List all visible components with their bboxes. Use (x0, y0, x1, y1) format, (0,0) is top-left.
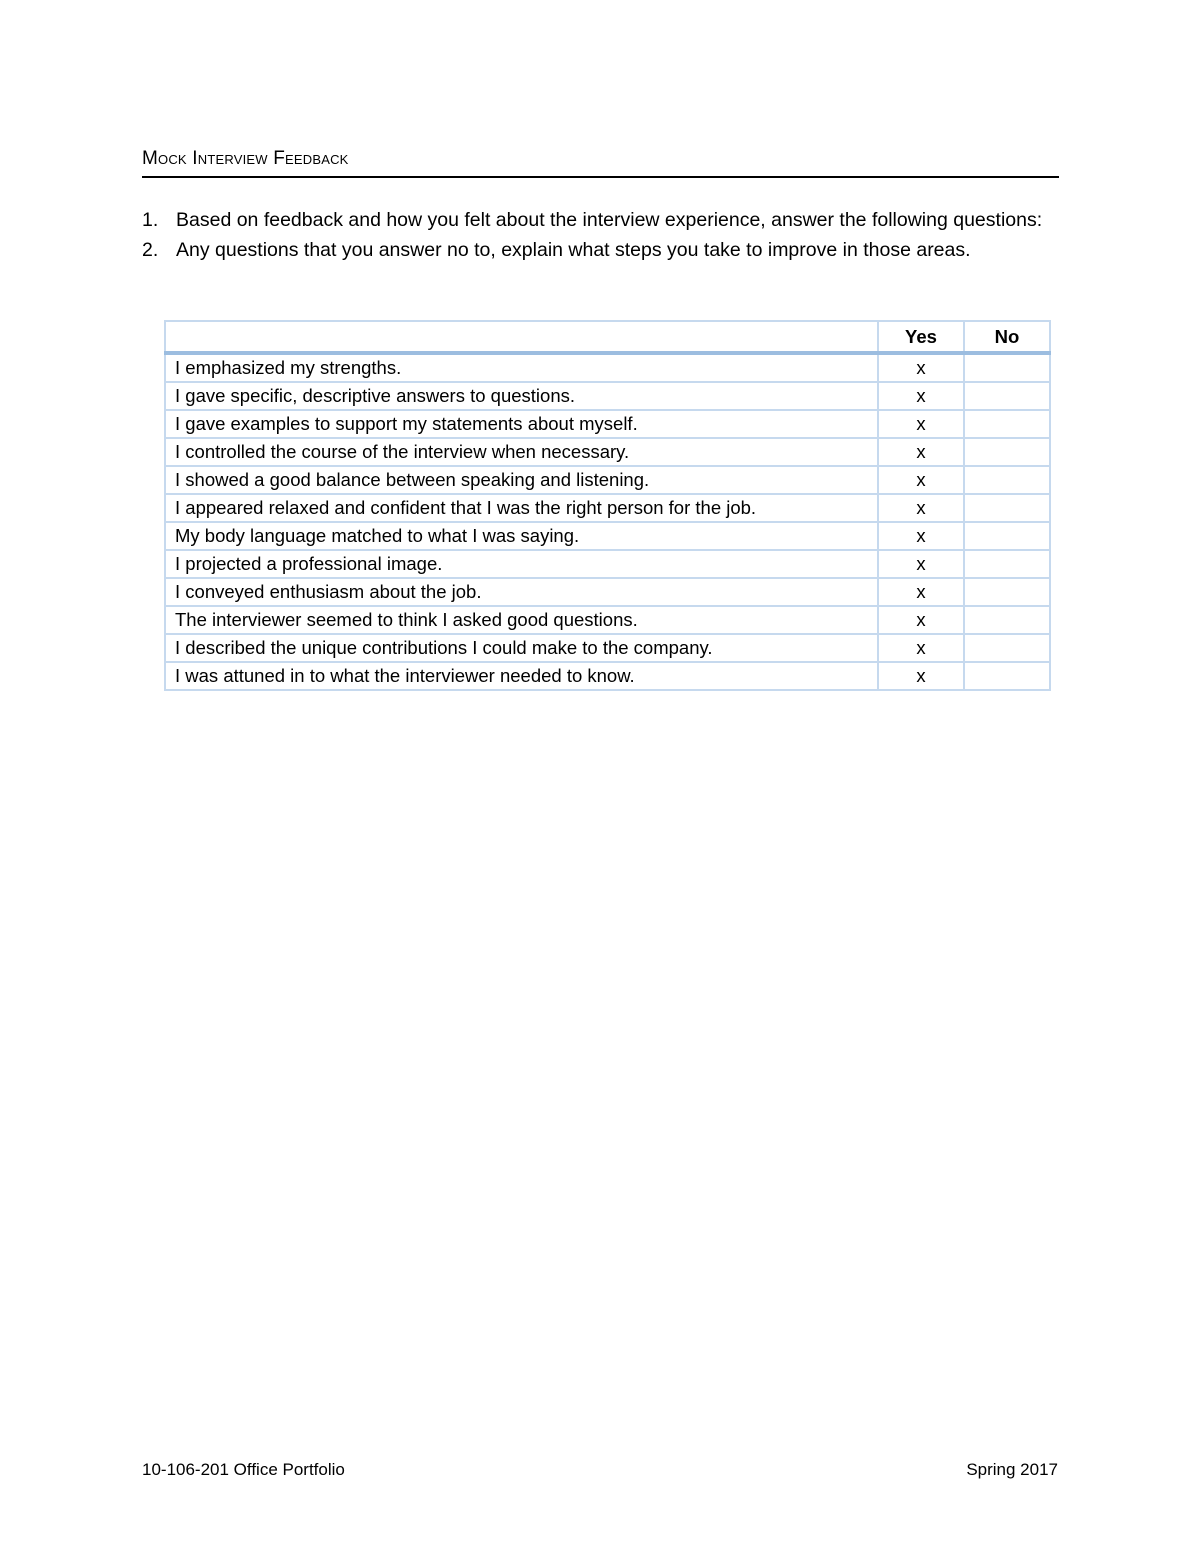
table-row (165, 353, 1050, 382)
instructions-list (142, 206, 1058, 265)
yes-cell[interactable]: x (878, 410, 964, 438)
table-row (165, 522, 1050, 550)
instruction-text: Based on feedback and how you felt about the interview experience, answer the following questions: (176, 209, 1043, 231)
no-column-header: No (964, 321, 1050, 353)
table-row (165, 662, 1050, 690)
statement-column-header (165, 321, 878, 353)
table-row (165, 466, 1050, 494)
instruction-item (142, 236, 1058, 266)
table-row (165, 494, 1050, 522)
title-divider (142, 176, 1059, 178)
table-row (165, 606, 1050, 634)
statement-cell: I described the unique contributions I could make to the company. (165, 634, 878, 662)
yes-cell[interactable]: x (878, 494, 964, 522)
statement-cell: I emphasized my strengths. (165, 353, 878, 382)
instruction-text: Any questions that you answer no to, explain what steps you take to improve in those areas. (176, 238, 971, 261)
table-row (165, 382, 1050, 410)
statement-cell: I gave specific, descriptive answers to questions. (165, 382, 878, 410)
no-cell[interactable] (964, 578, 1050, 606)
yes-cell[interactable]: x (878, 550, 964, 578)
no-cell[interactable] (964, 382, 1050, 410)
yes-cell[interactable]: x (878, 522, 964, 550)
no-cell[interactable] (964, 550, 1050, 578)
footer-course: 10-106-201 Office Portfolio (142, 1460, 345, 1479)
table-row (165, 578, 1050, 606)
yes-cell[interactable]: x (878, 466, 964, 494)
table-row (165, 438, 1050, 466)
yes-cell[interactable]: x (878, 353, 964, 382)
yes-cell[interactable]: x (878, 662, 964, 690)
yes-cell[interactable]: x (878, 382, 964, 410)
instruction-number: 1. (142, 209, 159, 231)
page-title: Mock Interview Feedback (142, 148, 349, 169)
statement-cell: I was attuned in to what the interviewer needed to know. (165, 662, 878, 690)
instruction-number: 2. (142, 238, 159, 261)
statement-cell: I controlled the course of the interview when necessary. (165, 438, 878, 466)
no-cell[interactable] (964, 410, 1050, 438)
table-row (165, 550, 1050, 578)
no-cell[interactable] (964, 494, 1050, 522)
no-cell[interactable] (964, 662, 1050, 690)
no-cell[interactable] (964, 522, 1050, 550)
statement-cell: I gave examples to support my statements about myself. (165, 410, 878, 438)
footer-term: Spring 2017 (966, 1460, 1058, 1479)
statement-cell: I projected a professional image. (165, 550, 878, 578)
yes-column-header: Yes (878, 321, 964, 353)
statement-cell: I showed a good balance between speaking and listening. (165, 466, 878, 494)
table-row (165, 634, 1050, 662)
no-cell[interactable] (964, 466, 1050, 494)
table-header-row (165, 321, 1050, 353)
instruction-item (142, 206, 1058, 236)
yes-cell[interactable]: x (878, 578, 964, 606)
statement-cell: I conveyed enthusiasm about the job. (165, 578, 878, 606)
table-row (165, 410, 1050, 438)
statement-cell: I appeared relaxed and confident that I was the right person for the job. (165, 494, 878, 522)
no-cell[interactable] (964, 438, 1050, 466)
no-cell[interactable] (964, 606, 1050, 634)
no-cell[interactable] (964, 353, 1050, 382)
statement-cell: The interviewer seemed to think I asked good questions. (165, 606, 878, 634)
statement-cell: My body language matched to what I was saying. (165, 522, 878, 550)
yes-cell[interactable]: x (878, 606, 964, 634)
no-cell[interactable] (964, 634, 1050, 662)
yes-cell[interactable]: x (878, 634, 964, 662)
feedback-table (164, 320, 1051, 691)
yes-cell[interactable]: x (878, 438, 964, 466)
